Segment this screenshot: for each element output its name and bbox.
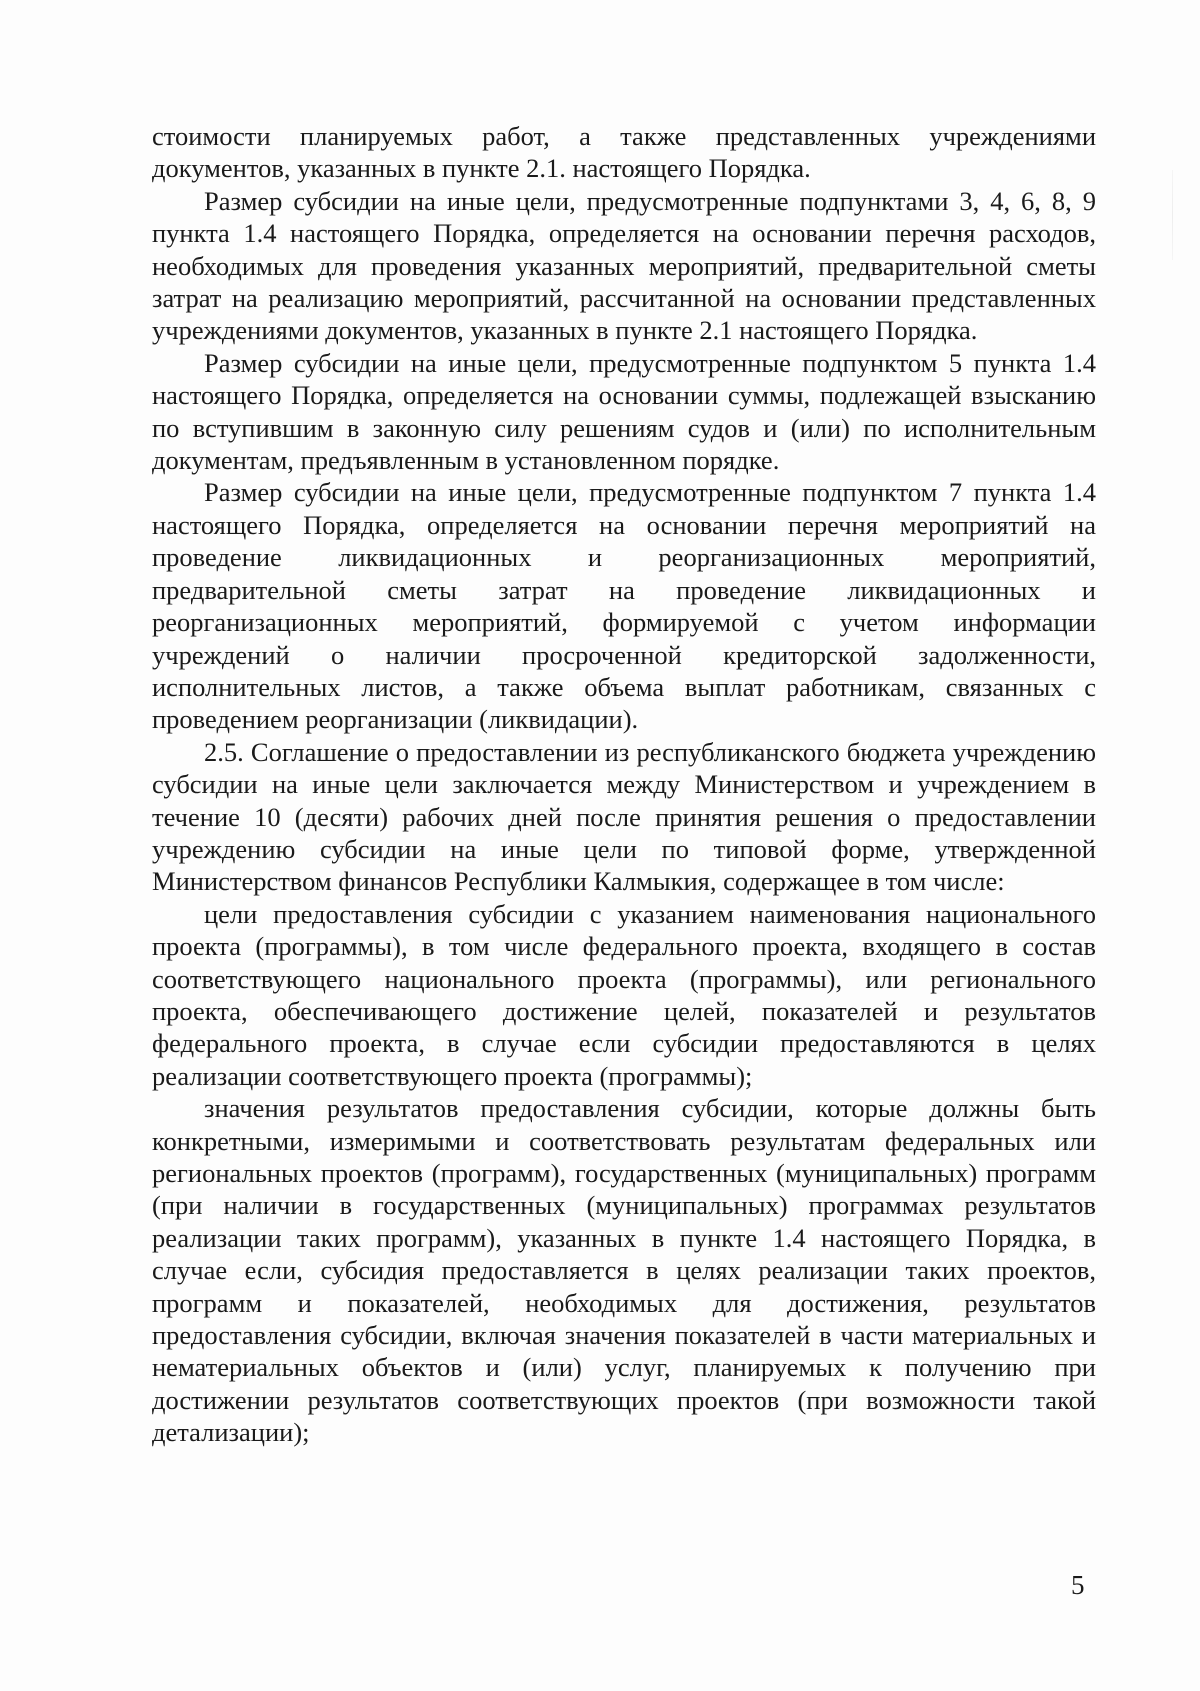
paragraph-clause-2-5: 2.5. Соглашение о предоставлении из республиканского бюджета учреждению субсидии на иные цели заключается между Министерством и учреждением в течение 10 (десяти) рабочих дней после принятия решения о предоставлении учреждению субсидии на иные цели по типовой форме, утвержденной Министерством финансов Республики Калмыкия, содержащее в том числе:: [152, 736, 1096, 897]
paragraph-subsidy-size-subitems: Размер субсидии на иные цели, предусмотренные подпунктами 3, 4, 6, 8, 9 пункта 1.4 настоящего Порядка, определяется на основании перечня расходов, необходимых для проведения указанных мероприятий, предварительной сметы затрат на реализацию мероприятий, рассчитанной на основании представленных учреждениями документов, указанных в пункте 2.1 настоящего Порядка.: [152, 185, 1096, 346]
scan-artifact: [1172, 170, 1173, 260]
paragraph-continuation: стоимости планируемых работ, а также представленных учреждениями документов, указанных в пункте 2.1. настоящего Порядка.: [152, 121, 1096, 184]
paragraph-result-values: значения результатов предоставления субсидии, которые должны быть конкретными, измеримыми и соответствовать результатам федеральных или региональных проектов (программ), государственных (муниципальных) программ (при наличии в государственных (муниципальных) программах результатов реализации таких программ), указанных в пункте 1.4 настоящего Порядка, в случае если, субсидия предоставляется в целях реализации таких проектов, программ и показателей, необходимых для достижения, результатов предоставления субсидии, включая значения показателей в части материальных и нематериальных объектов и (или) услуг, планируемых к получению при достижении результатов соответствующих проектов (при возможности такой детализации);: [152, 1093, 1096, 1448]
paragraph-subsidy-size-subitem-7: Размер субсидии на иные цели, предусмотренные подпунктом 7 пункта 1.4 настоящего Порядка, определяется на основании перечня мероприятий на проведение ликвидационных и реорганизационных мероприятий, предварительной сметы затрат на проведение ликвидационных и реорганизационных мероприятий, формируемой с учетом информации учреждений о наличии просроченной кредиторской задолженности, исполнительных листов, а также объема выплат работникам, связанных с проведением реорганизации (ликвидации).: [152, 477, 1096, 735]
paragraph-subsidy-size-subitem-5: Размер субсидии на иные цели, предусмотренные подпунктом 5 пункта 1.4 настоящего Порядка, определяется на основании суммы, подлежащей взысканию по вступившим в законную силу решениям судов и (или) по исполнительным документам, предъявленным в установленном порядке.: [152, 347, 1096, 476]
paragraph-subsidy-goals: цели предоставления субсидии с указанием наименования национального проекта (программы), в том числе федерального проекта, входящего в состав соответствующего национального проекта (программы), или регионального проекта, обеспечивающего достижение целей, показателей и результатов федерального проекта, в случае если субсидии предоставляются в целях реализации соответствующего проекта (программы);: [152, 898, 1096, 1091]
document-body: [152, 120, 1096, 1449]
page-number: 5: [1071, 1570, 1085, 1600]
